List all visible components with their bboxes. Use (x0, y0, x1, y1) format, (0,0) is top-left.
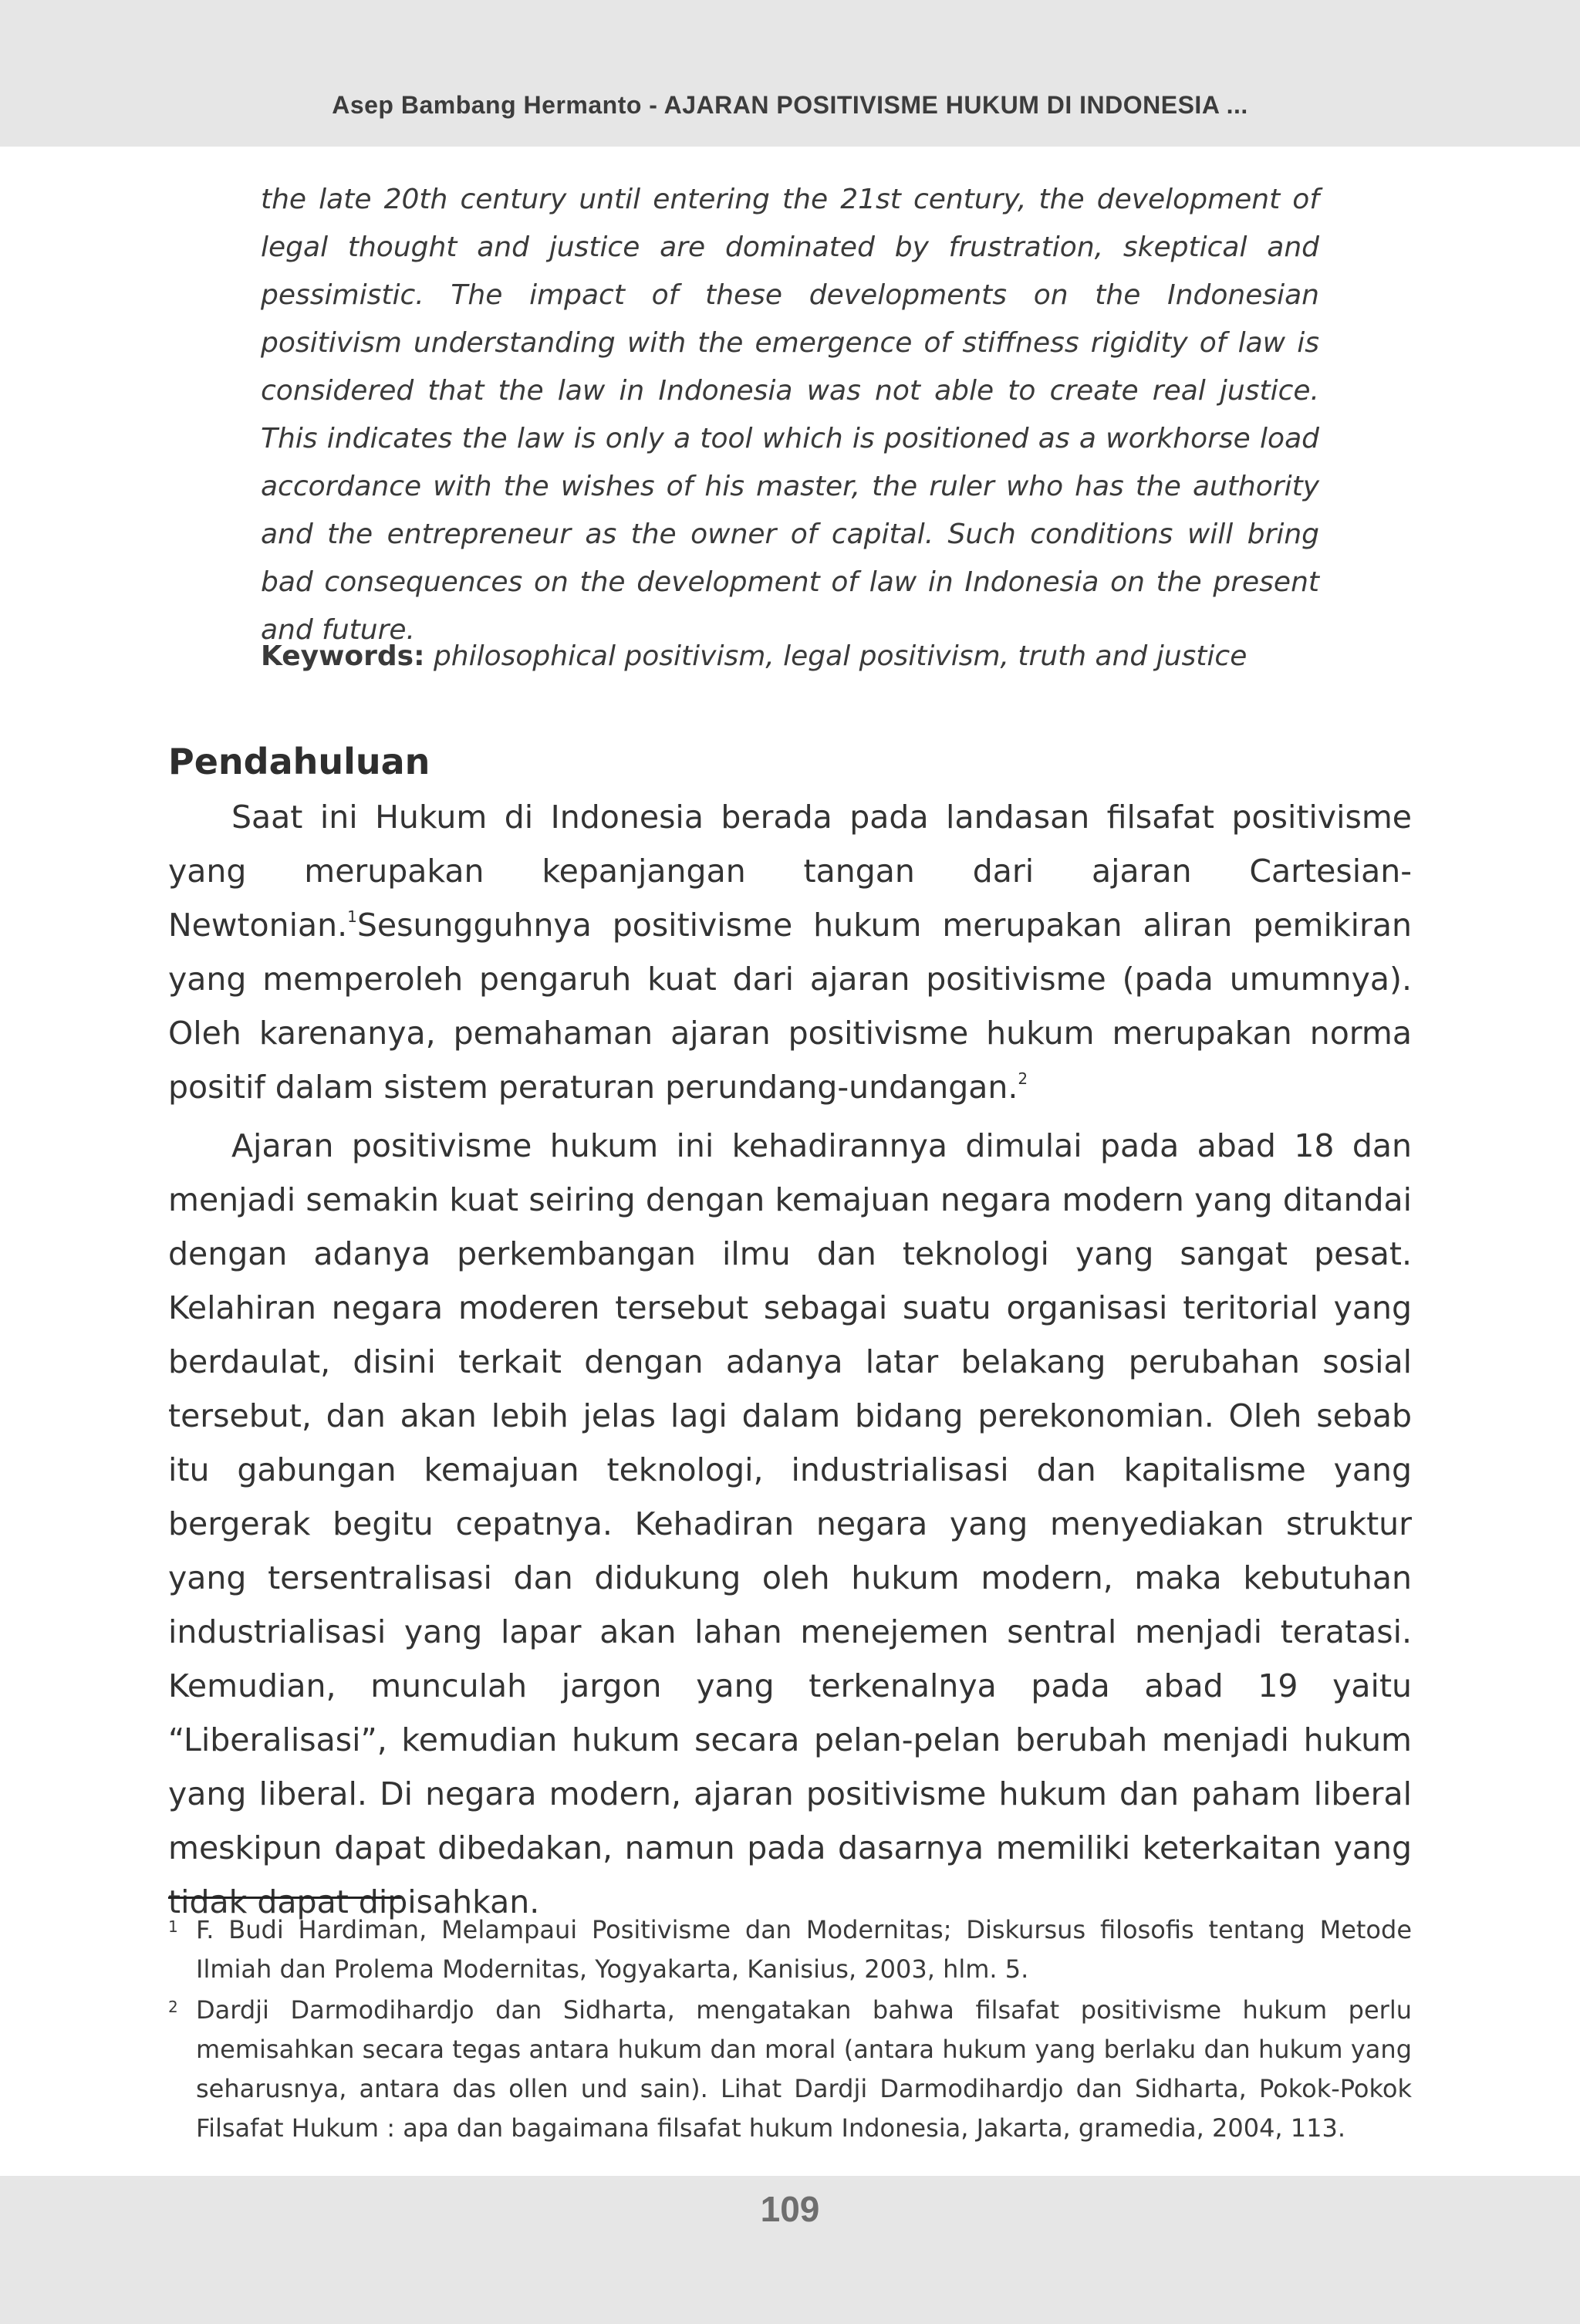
footnote-ref-2[interactable]: 2 (1018, 1069, 1028, 1088)
abstract-text: the late 20th century until entering the 21st century, the development of legal thought and justice are dominated by frustration, skeptical and pessimistic. The impact of these developments on the Indonesian positivism understanding with the emergence of stiffness rigidity of law is considered that the law in Indonesia was not able to create real justice. This indicates the law is only a tool which is positioned as a workhorse load accordance with the wishes of his master, the ruler who has the authority and the entrepreneur as the owner of capital. Such conditions will bring bad consequences on the development of law in Indonesia on the present and future. (261, 184, 1319, 646)
header-band (0, 0, 1580, 147)
paragraph-1-part-b: Sesungguhnya positivisme hukum merupakan aliran pemikiran yang memperoleh pengaruh kuat dari ajaran positivisme (pada umumnya). Oleh karenanya, pemahaman ajaran positivisme hukum merupakan norma positif dalam sistem peraturan perundang-undangan. (168, 907, 1412, 1106)
keywords-label: Keywords: (261, 640, 425, 672)
footnote-1-number: 1 (168, 1917, 178, 1936)
footnote-divider (168, 1897, 401, 1899)
footnote-1-text: F. Budi Hardiman, Melampaui Positivisme dan Modernitas; Diskursus filosofis tentang Metode Ilmiah dan Prolema Modernitas, Yogyakarta, Kanisius, 2003, hlm. 5. (196, 1915, 1412, 1984)
footnote-ref-1[interactable]: 1 (347, 907, 357, 926)
footnote-1 (168, 1910, 1412, 1989)
keywords-line (261, 633, 1319, 681)
footnotes (168, 1910, 1412, 2150)
page-number: 109 (760, 2189, 820, 2229)
footnote-2-text: Dardji Darmodihardjo dan Sidharta, mengatakan bahwa filsafat positivisme hukum perlu memisahkan secara tegas antara hukum dan moral (antara hukum yang berlaku dan hukum yang seharusnya, antara das ollen und sain). Lihat Dardji Darmodihardjo dan Sidharta, Pokok-Pokok Filsafat Hukum : apa dan bagaimana filsafat hukum Indonesia, Jakarta, gramedia, 2004, 113. (196, 1995, 1412, 2143)
paragraph-2: Ajaran positivisme hukum ini kehadirannya dimulai pada abad 18 dan menjadi semakin kuat seiring dengan kemajuan negara modern yang ditandai dengan adanya perkembangan ilmu dan teknologi yang sangat pesat. Kelahiran negara moderen tersebut sebagai suatu organisasi teritorial yang berdaulat, disini terkait dengan adanya latar belakang perubahan sosial tersebut, dan akan lebih jelas lagi dalam bidang perekonomian. Oleh sebab itu gabungan kemajuan teknologi, industrialisasi dan kapitalisme yang bergerak begitu cepatnya. Kehadiran negara yang menyediakan struktur yang tersentralisasi dan didukung oleh hukum modern, maka kebutuhan industrialisasi yang lapar akan lahan menejemen sentral menjadi teratasi. Kemudian, munculah jargon yang terkenalnya pada abad 19 yaitu “Liberalisasi”, kemudian hukum secara pelan-pelan berubah menjadi hukum yang liberal. Di negara modern, ajaran positivisme hukum dan paham liberal meskipun dapat dibedakan, namun pada dasarnya memiliki keterkaitan yang tidak dapat dipisahkan. (168, 1127, 1412, 1920)
running-head: Asep Bambang Hermanto - AJARAN POSITIVISME HUKUM DI INDONESIA ... (332, 91, 1248, 119)
paragraph-1-part-a: Saat ini Hukum di Indonesia berada pada landasan filsafat positivisme yang merupakan kepanjangan tangan dari ajaran Cartesian-Newtonian. (168, 799, 1412, 944)
section-title: Pendahuluan (168, 741, 430, 782)
keywords-text: philosophical positivism, legal positivism, truth and justice (433, 640, 1247, 672)
paragraph-1 (168, 790, 1412, 1114)
footnote-2-number: 2 (168, 1998, 178, 2016)
footnote-2 (168, 1991, 1412, 2148)
body-text (168, 790, 1412, 1929)
